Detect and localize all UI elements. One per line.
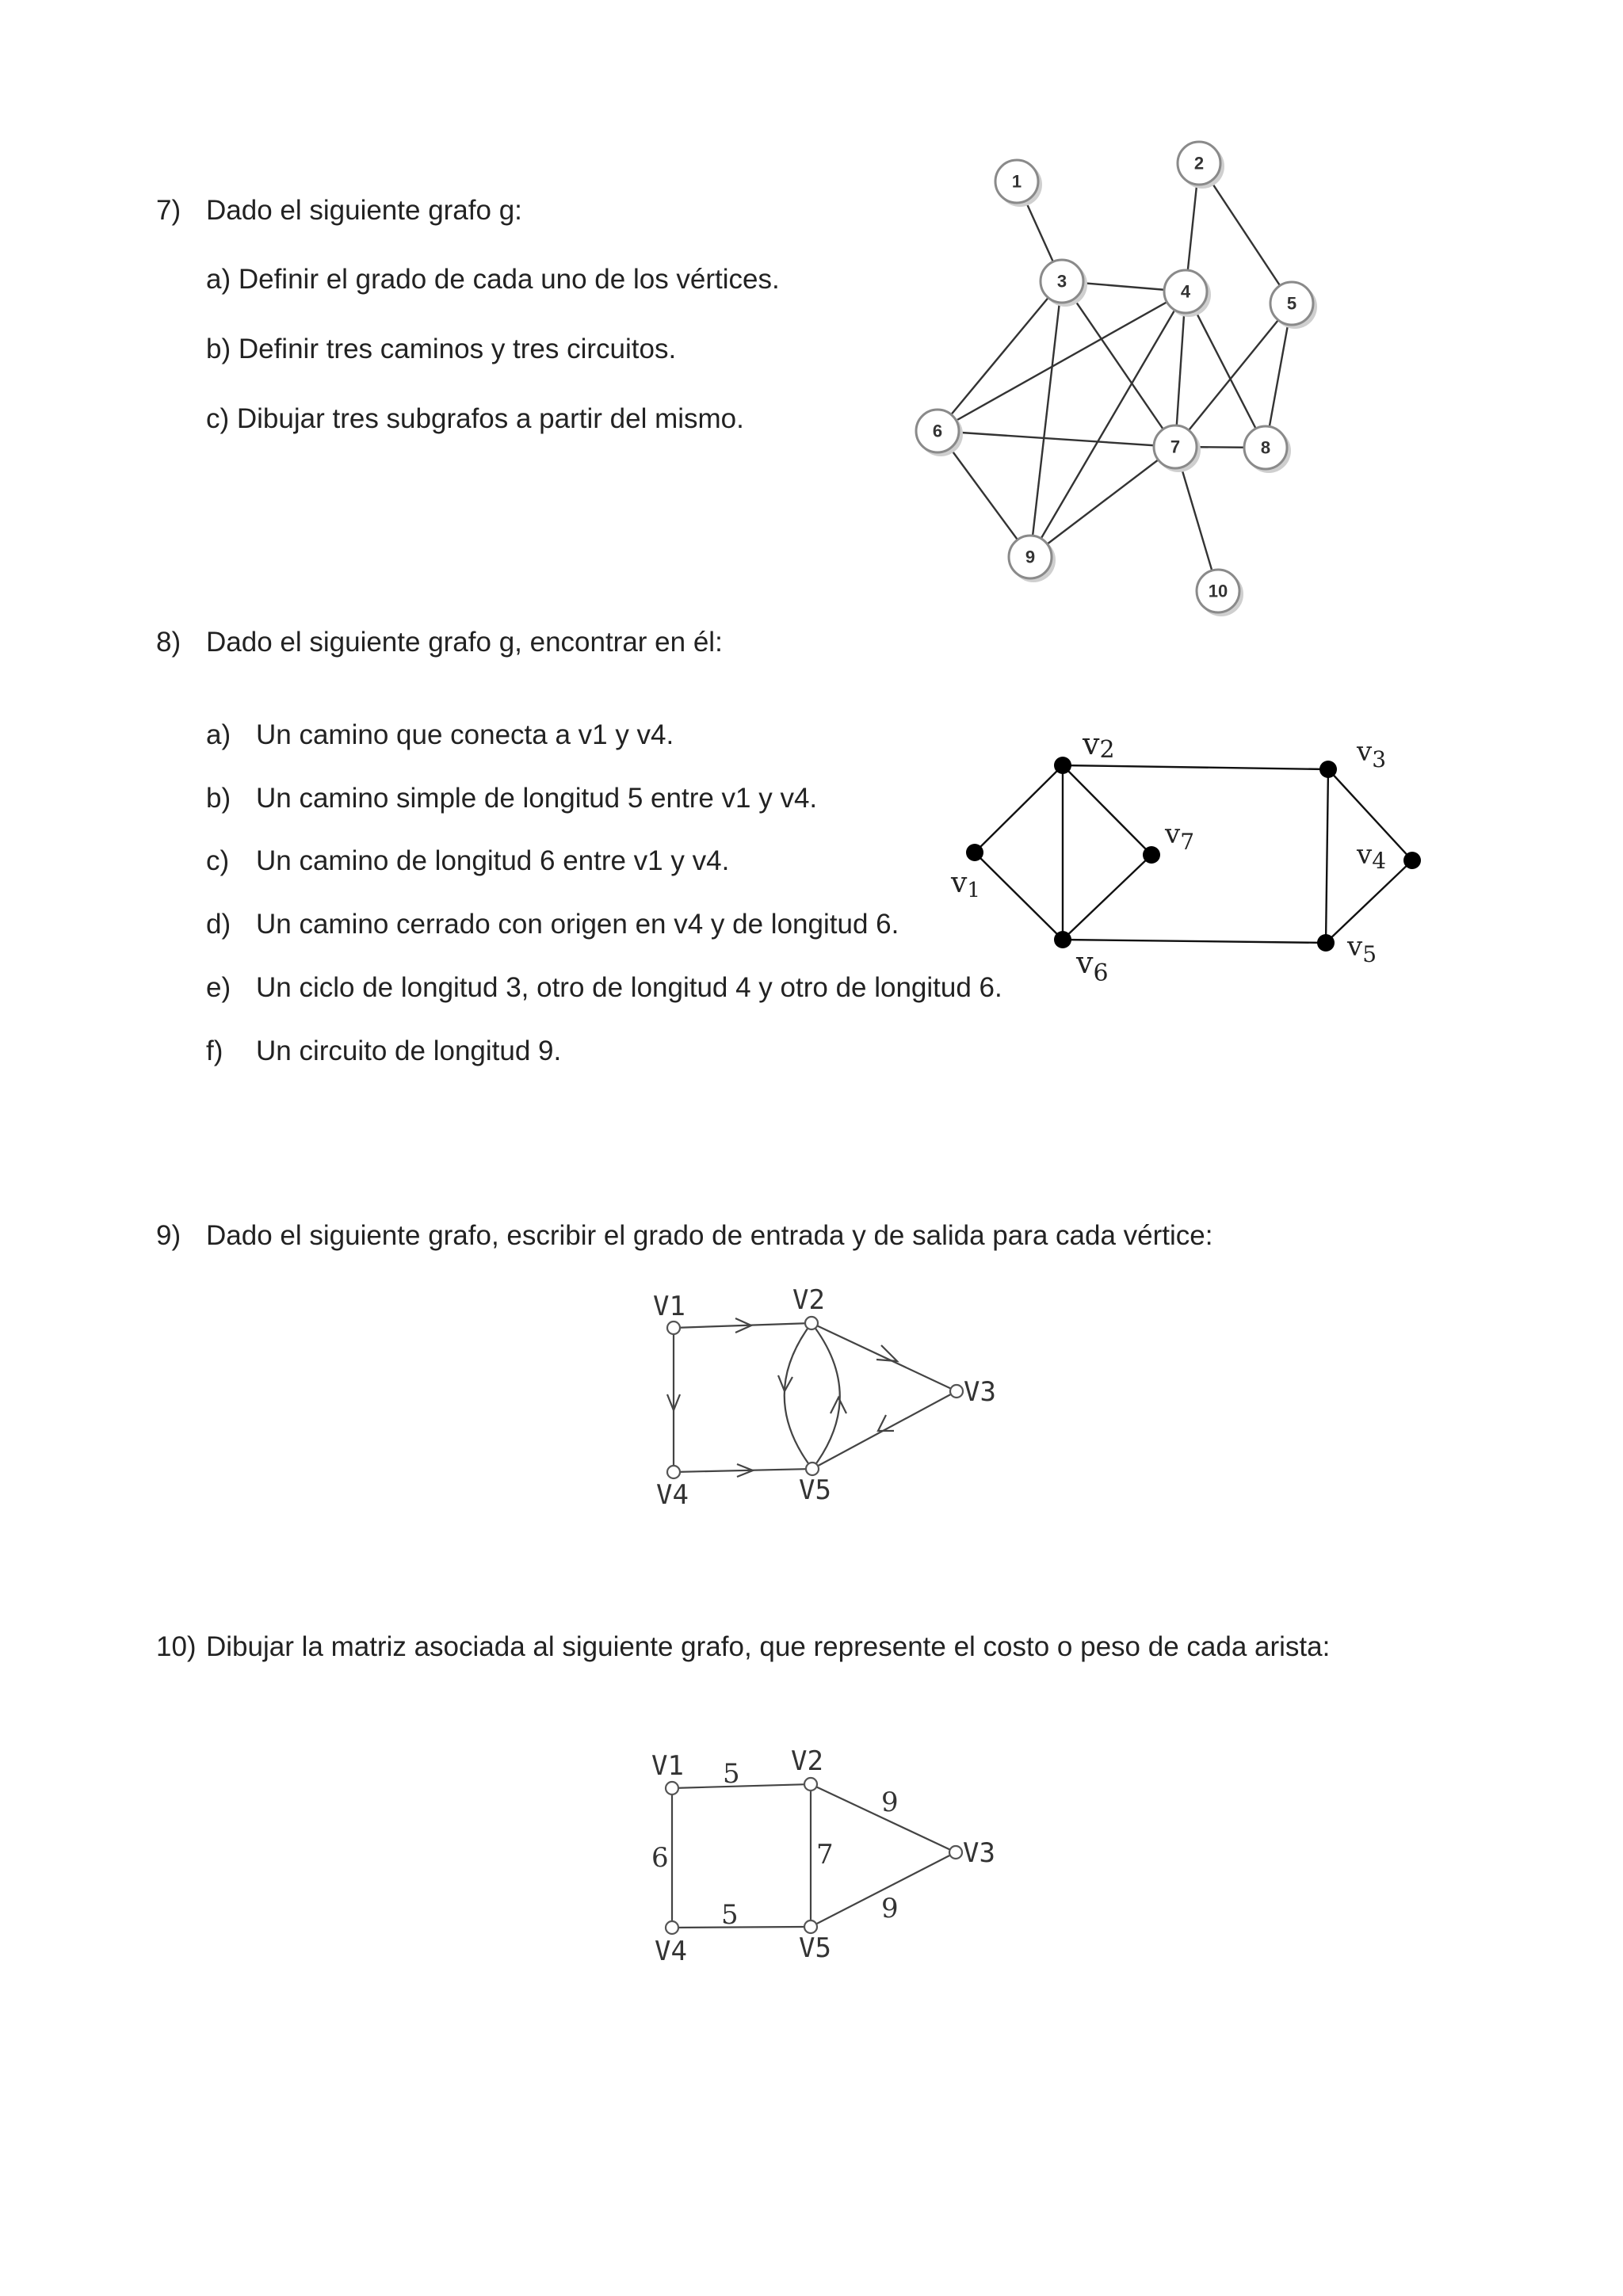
q9-label-v5: V5 bbox=[799, 1474, 831, 1506]
q9-label-v1: V1 bbox=[653, 1291, 685, 1322]
q10-number: 10) bbox=[156, 1631, 197, 1662]
q8-item-d-letter: d) bbox=[206, 909, 231, 940]
q7-title: Dado el siguiente grafo g: bbox=[206, 195, 522, 226]
q10-edge-v1-v2 bbox=[672, 1784, 811, 1788]
q7-number: 7) bbox=[156, 195, 181, 226]
q8-item-b-text: Un camino simple de longitud 5 entre v1 y v4. bbox=[256, 783, 818, 814]
q9-title: Dado el siguiente grafo, escribir el grado de entrada y de salida para cada vértice: bbox=[206, 1220, 1213, 1251]
q8-item-a-letter: a) bbox=[206, 719, 231, 750]
q7-item-b: b) Definir tres caminos y tres circuitos. bbox=[206, 334, 677, 364]
q10-label-v5: V5 bbox=[799, 1932, 831, 1964]
q7-node-label: 1 bbox=[1011, 171, 1022, 192]
q9-label-v4: V4 bbox=[656, 1479, 689, 1511]
q8-label-v2: v2 bbox=[1083, 727, 1115, 764]
q7-node-label: 6 bbox=[932, 421, 943, 441]
q10-weight-v4-v5: 5 bbox=[721, 1899, 739, 1931]
q9-label-v3: V3 bbox=[964, 1376, 996, 1408]
q8-title: Dado el siguiente grafo g, encontrar en él: bbox=[206, 627, 723, 658]
q7-node-label: 9 bbox=[1025, 547, 1036, 567]
q10-weight-v2-v3: 9 bbox=[881, 1787, 899, 1818]
q7-node-label: 7 bbox=[1170, 437, 1181, 457]
q7-node-label: 4 bbox=[1180, 281, 1191, 302]
q8-item-c-letter: c) bbox=[206, 845, 230, 876]
q10-node-v3 bbox=[949, 1846, 962, 1859]
q10-node-v5 bbox=[804, 1920, 817, 1933]
q10-label-v4: V4 bbox=[655, 1936, 687, 1967]
q10-weight-v2-v5: 7 bbox=[816, 1839, 834, 1871]
q7-node-label: 3 bbox=[1056, 271, 1067, 292]
q8-label-v7: $v_7$ bbox=[1165, 818, 1195, 855]
q8-item-f-letter: f) bbox=[206, 1035, 223, 1066]
q8-label-v4: v4 bbox=[1357, 839, 1387, 874]
q10-node-v4 bbox=[666, 1921, 678, 1934]
q10-label-v2: V2 bbox=[791, 1745, 823, 1777]
q10-label-v3: V3 bbox=[963, 1837, 995, 1869]
q8-number: 8) bbox=[156, 627, 181, 658]
q8-item-e-text: Un ciclo de longitud 3, otro de longitud 4 y otro de longitud 6. bbox=[256, 972, 1002, 1003]
q10-edge-v4-v5 bbox=[672, 1927, 811, 1928]
q8-item-d-text: Un camino cerrado con origen en v4 y de longitud 6. bbox=[256, 909, 899, 940]
q8-label-v3: $v_3$ bbox=[1357, 736, 1387, 772]
q8-label-v5: $v_5$ bbox=[1347, 931, 1377, 967]
q10-title: Dibujar la matriz asociada al siguiente grafo, que represente el costo o peso de cada arista: bbox=[206, 1631, 1331, 1662]
q7-item-a: a) Definir el grado de cada uno de los vértices. bbox=[206, 264, 780, 295]
q8-item-b-letter: b) bbox=[206, 783, 231, 814]
q10-weight-v1-v4: 6 bbox=[651, 1842, 669, 1874]
q10-weight-v5-v3: 9 bbox=[881, 1893, 899, 1924]
q8-item-e-letter: e) bbox=[206, 972, 231, 1003]
q8-item-f-text: Un circuito de longitud 9. bbox=[256, 1035, 562, 1066]
q7-node-label: 5 bbox=[1286, 293, 1297, 314]
q8-item-a-text: Un camino que conecta a v1 y v4. bbox=[256, 719, 674, 750]
q7-item-c: c) Dibujar tres subgrafos a partir del mismo. bbox=[206, 403, 744, 434]
q8-label-v1: v1 bbox=[951, 867, 980, 902]
q10-weight-v1-v2: 5 bbox=[723, 1758, 740, 1790]
q9-label-v2: V2 bbox=[792, 1284, 825, 1316]
q10-node-v1 bbox=[666, 1782, 678, 1794]
q7-node-label: 8 bbox=[1260, 437, 1271, 458]
q10-node-v2 bbox=[804, 1778, 817, 1791]
q10-label-v1: V1 bbox=[651, 1750, 684, 1782]
q7-node-label: 2 bbox=[1193, 153, 1205, 174]
q8-label-v6: $v_6$ bbox=[1076, 945, 1109, 987]
q7-node-label: 10 bbox=[1208, 581, 1228, 601]
q8-item-c-text: Un camino de longitud 6 entre v1 y v4. bbox=[256, 845, 730, 876]
q9-number: 9) bbox=[156, 1220, 181, 1251]
